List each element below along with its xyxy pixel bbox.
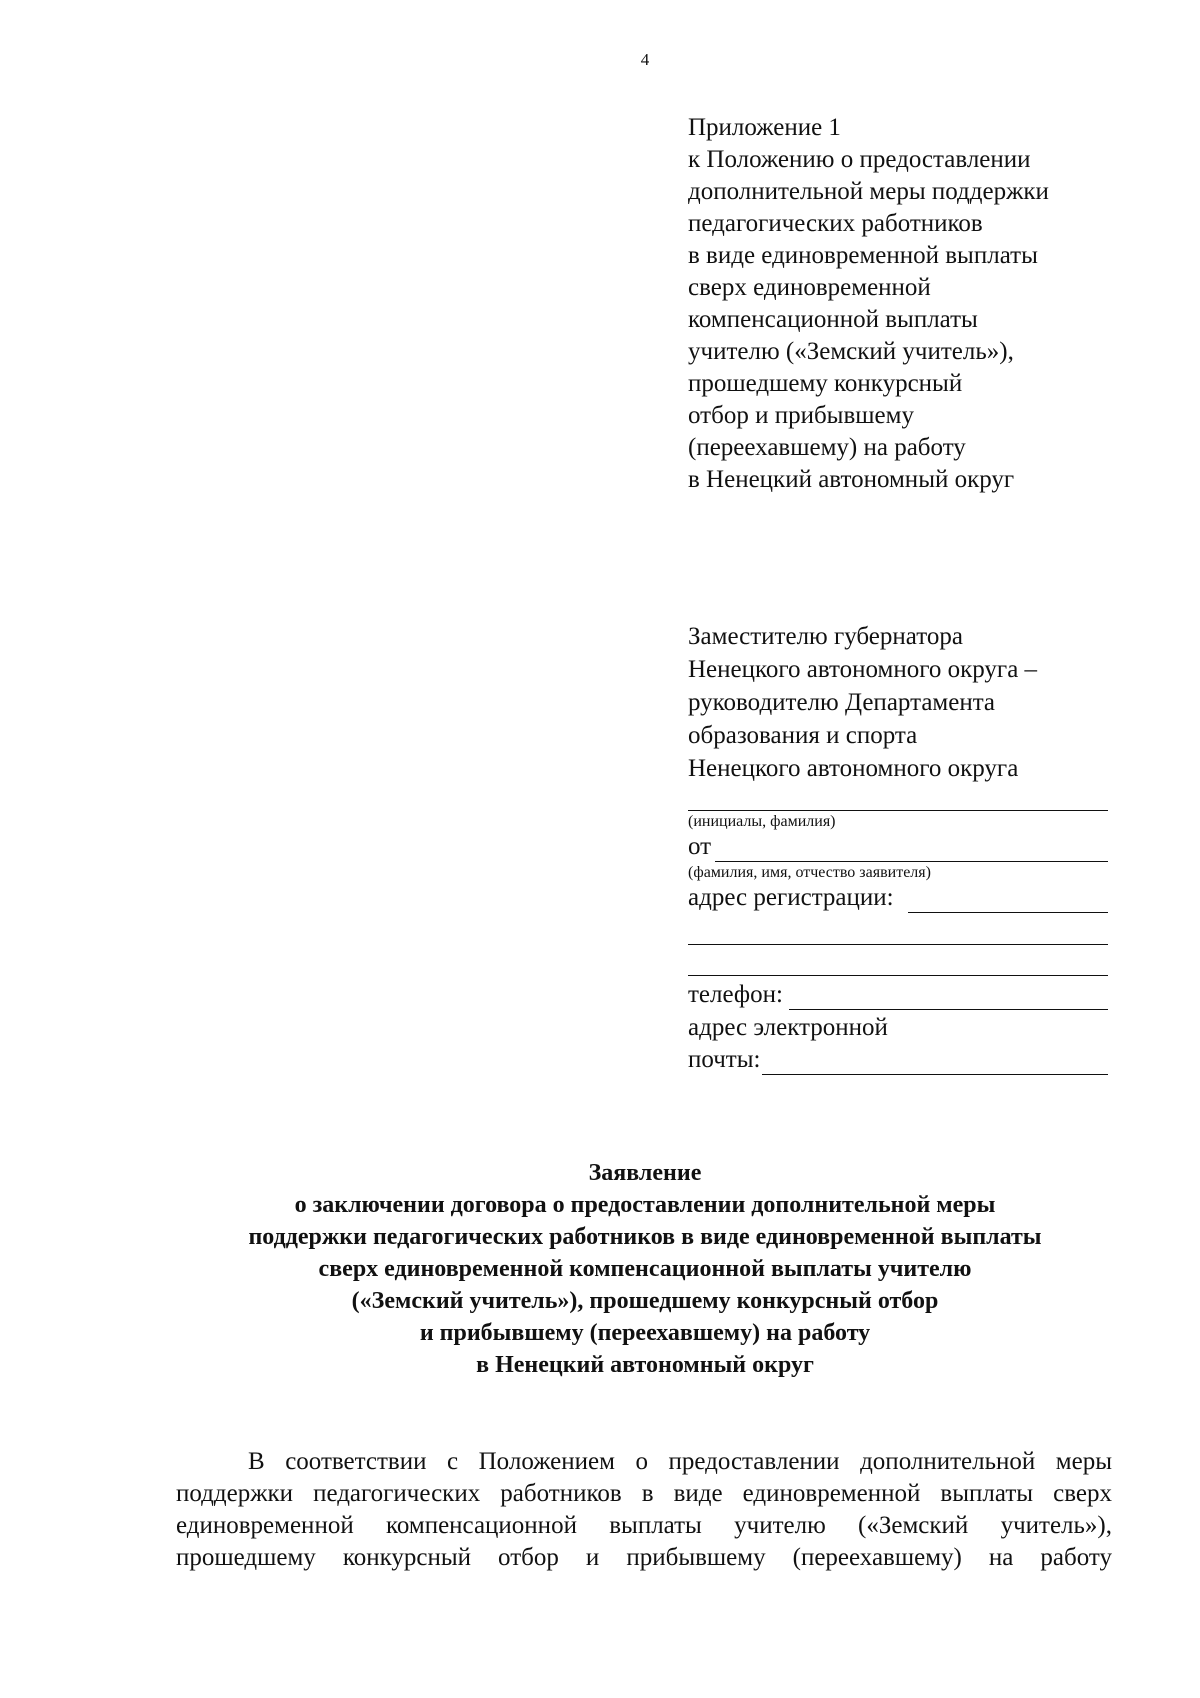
title-line: («Земский учитель»), прошедшему конкурсный отбор bbox=[351, 1288, 939, 1314]
initials-caption: (инициалы, фамилия) bbox=[688, 813, 836, 830]
email-label-line1: адрес электронной bbox=[688, 1014, 888, 1041]
title-line: поддержки педагогических работников в виде единовременной выплаты bbox=[248, 1224, 1042, 1250]
address-label: адрес регистрации: bbox=[688, 884, 894, 911]
applicant-form bbox=[688, 778, 1108, 1075]
document-title bbox=[150, 1157, 1140, 1381]
addressee-line: руководителю Департамента bbox=[688, 689, 996, 716]
page-number: 4 bbox=[640, 50, 650, 69]
addressee-line: Заместителю губернатора bbox=[688, 623, 963, 650]
appendix-line: (переехавшему) на работу bbox=[688, 434, 966, 461]
title-line: о заключении договора о предоставлении дополнительной меры bbox=[294, 1192, 996, 1218]
title-line: Заявление bbox=[588, 1160, 702, 1186]
appendix-line: прошедшему конкурсный bbox=[688, 370, 963, 397]
title-line: и прибывшему (переехавшему) на работу bbox=[419, 1320, 871, 1346]
initials-blank-line[interactable] bbox=[688, 778, 1108, 811]
email-row-2 bbox=[688, 1045, 1108, 1075]
appendix-line: дополнительной меры поддержки bbox=[688, 178, 1049, 205]
title-line: сверх единовременной компенсационной выплаты учителю bbox=[318, 1256, 972, 1282]
addressee-line: Ненецкого автономного округа bbox=[688, 755, 1019, 782]
appendix-line: отбор и прибывшему bbox=[688, 402, 914, 429]
address-blank-line-3[interactable] bbox=[688, 945, 1108, 976]
appendix-line: учителю («Земский учитель»), bbox=[688, 338, 1014, 365]
appendix-line: компенсационной выплаты bbox=[688, 306, 978, 333]
appendix-line: педагогических работников bbox=[688, 210, 983, 237]
phone-row bbox=[688, 980, 1108, 1010]
email-row-1 bbox=[688, 1013, 1108, 1043]
body-line: прошедшему конкурсный отбор и прибывшему (переехавшему) на работу bbox=[176, 1544, 1112, 1571]
appendix-line: Приложение 1 bbox=[688, 114, 841, 141]
body-paragraph bbox=[176, 1446, 1112, 1574]
address-row bbox=[688, 883, 1108, 913]
body-line: единовременной компенсационной выплаты учителю («Земский учитель»), bbox=[176, 1512, 1112, 1539]
appendix-header bbox=[688, 112, 1188, 496]
appendix-line: к Положению о предоставлении bbox=[688, 146, 1031, 173]
email-label-line2: почты: bbox=[688, 1046, 761, 1073]
addressee-block bbox=[688, 620, 1188, 785]
phone-blank-line[interactable] bbox=[789, 985, 1108, 1010]
appendix-line: в виде единовременной выплаты bbox=[688, 242, 1038, 269]
body-line: В соответствии с Положением о предоставлении дополнительной меры bbox=[248, 1448, 1112, 1475]
email-blank-line[interactable] bbox=[762, 1050, 1108, 1075]
address-blank-line[interactable] bbox=[908, 888, 1108, 913]
phone-label: телефон: bbox=[688, 981, 783, 1008]
addressee-line: образования и спорта bbox=[688, 722, 918, 749]
from-row bbox=[688, 832, 1108, 862]
from-label: от bbox=[688, 833, 712, 860]
appendix-line: в Ненецкий автономный округ bbox=[688, 466, 1015, 493]
body-line: поддержки педагогических работников в виде единовременной выплаты сверх bbox=[176, 1480, 1112, 1507]
from-blank-line[interactable] bbox=[715, 837, 1108, 862]
appendix-line: сверх единовременной bbox=[688, 274, 931, 301]
addressee-line: Ненецкого автономного округа – bbox=[688, 656, 1038, 683]
applicant-caption: (фамилия, имя, отчество заявителя) bbox=[688, 864, 931, 881]
title-line: в Ненецкий автономный округ bbox=[476, 1352, 814, 1378]
address-blank-line-2[interactable] bbox=[688, 913, 1108, 945]
